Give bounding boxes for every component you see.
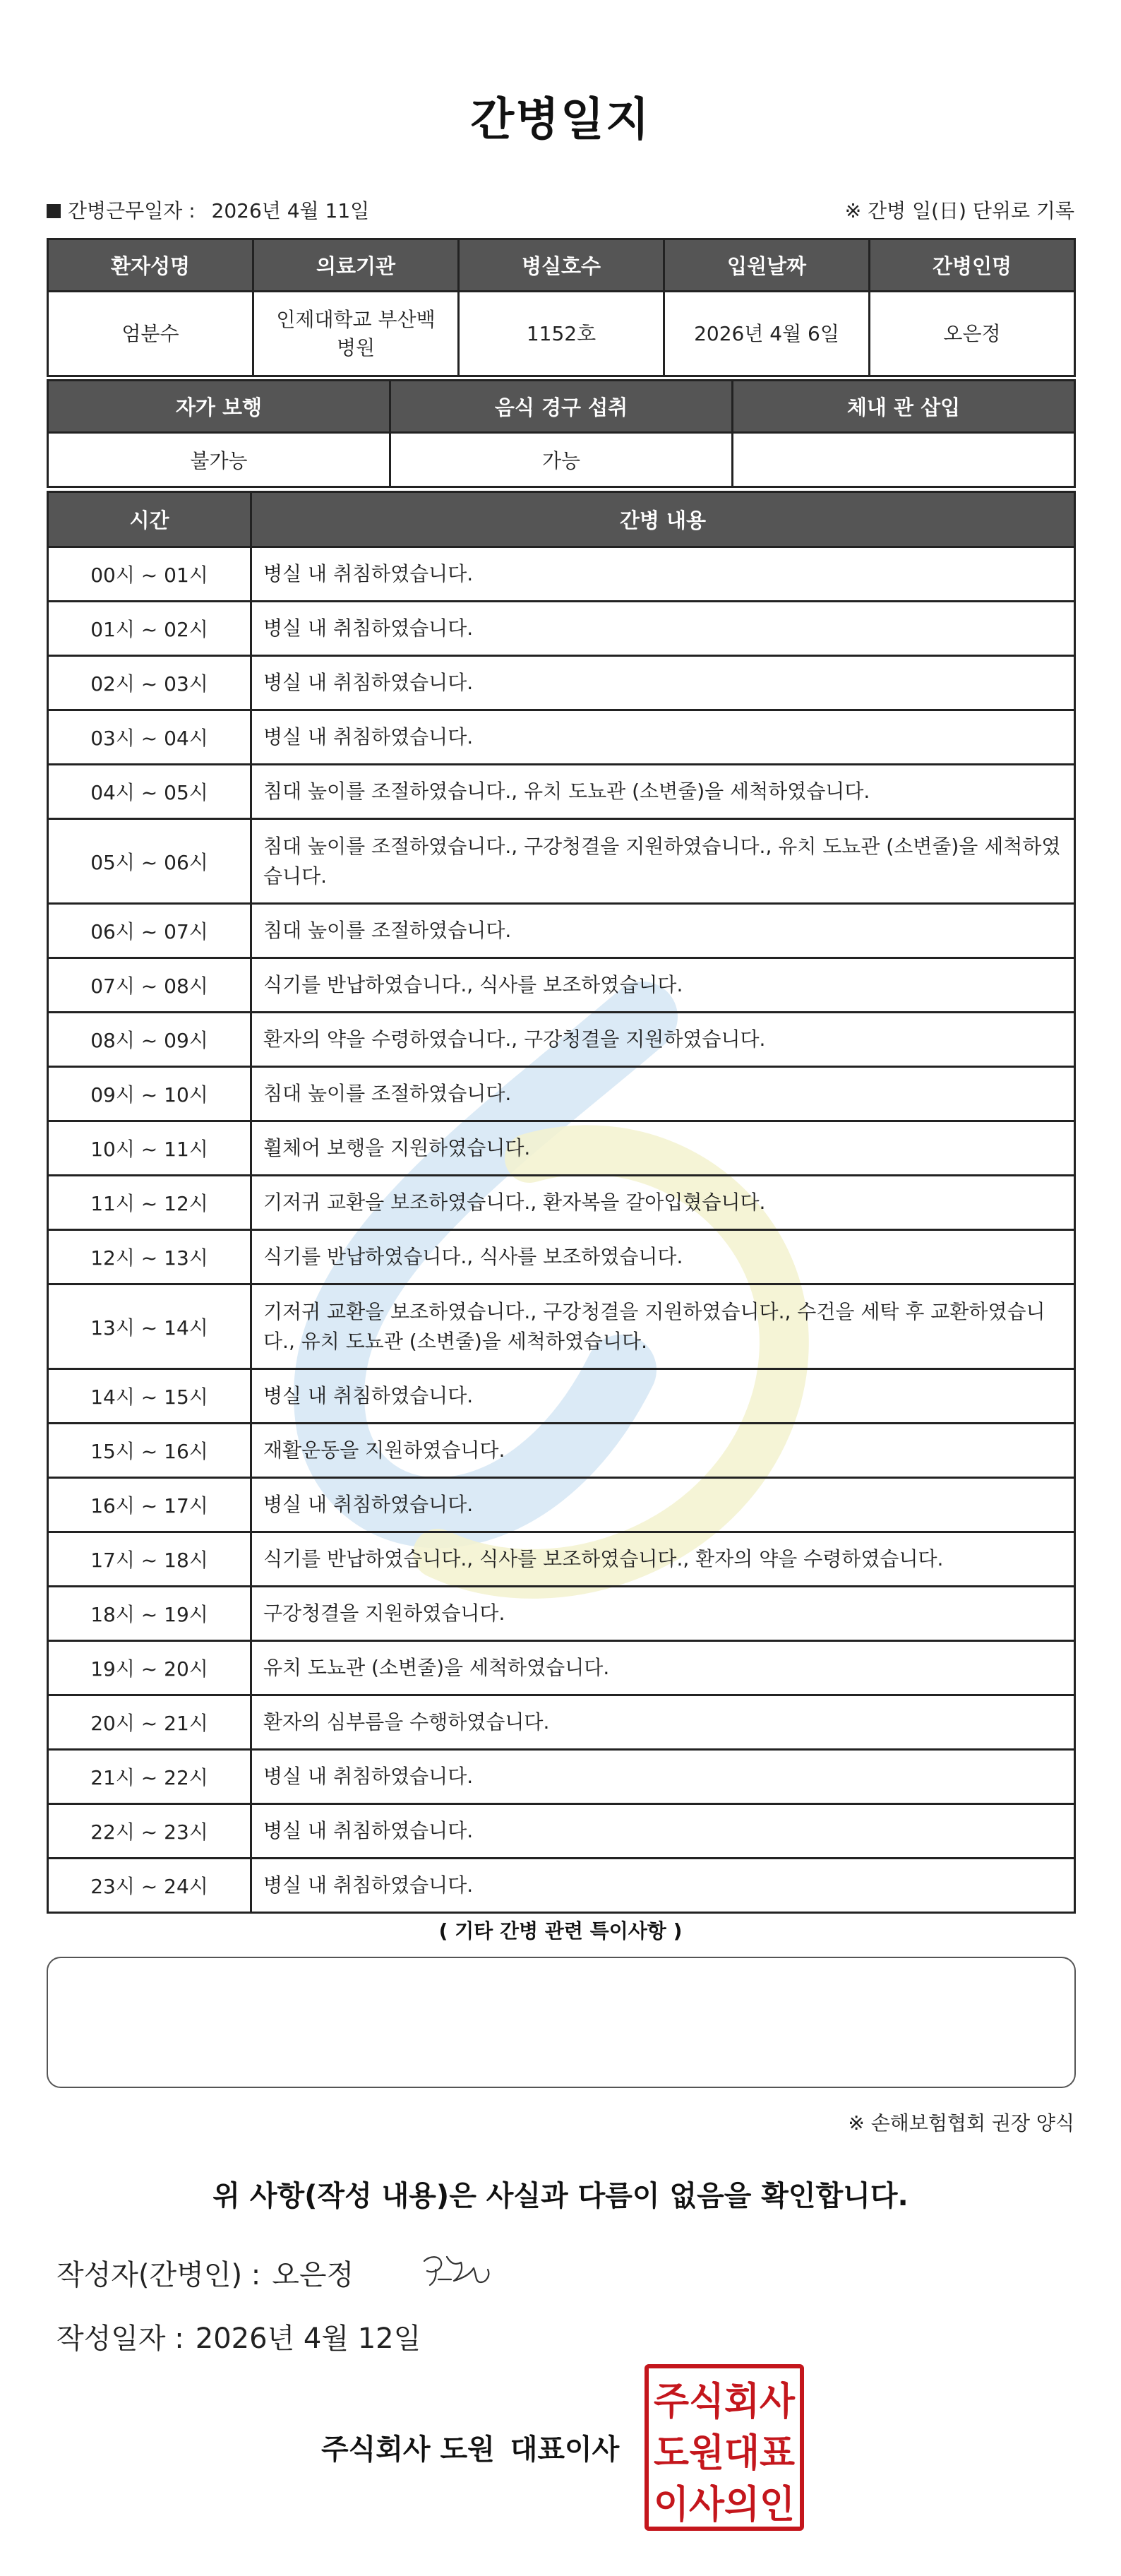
row-time: 10시 ~ 11시: [48, 1121, 251, 1176]
patient-info-table: [47, 238, 1076, 377]
row-time: 20시 ~ 21시: [48, 1695, 251, 1750]
write-date-label: 작성일자 :: [56, 2322, 184, 2355]
extra-notes-title: ( 기타 간병 관련 특이사항 ): [438, 1919, 683, 1943]
table-row: [48, 819, 1075, 904]
row-content: 구강청결을 지원하였습니다.: [251, 1587, 1075, 1641]
row-content: 환자의 심부름을 수행하였습니다.: [251, 1695, 1075, 1750]
table-row: [48, 1804, 1075, 1859]
table-row: [48, 656, 1075, 710]
row-time: 04시 ~ 05시: [48, 765, 251, 819]
table-row: [48, 1230, 1075, 1284]
row-time: 23시 ~ 24시: [48, 1859, 251, 1913]
row-content: 재활운동을 지원하였습니다.: [251, 1424, 1075, 1478]
square-bullet-icon: [47, 204, 61, 218]
representative-title: 대표이사: [510, 2433, 620, 2466]
row-time: 21시 ~ 22시: [48, 1750, 251, 1804]
header-room: 병실호수: [459, 239, 664, 292]
table-row: [48, 1641, 1075, 1695]
table-row: [48, 1587, 1075, 1641]
table-row: [48, 602, 1075, 656]
row-time: 09시 ~ 10시: [48, 1067, 251, 1121]
row-content: 환자의 약을 수령하였습니다., 구강청결을 지원하였습니다.: [251, 1013, 1075, 1067]
write-date-value: 2026년 4월 12일: [195, 2322, 421, 2355]
row-content: 식기를 반납하였습니다., 식사를 보조하였습니다.: [251, 1230, 1075, 1284]
page-title: 간병일지: [470, 94, 651, 146]
writer-label: 작성자(간병인) :: [56, 2259, 261, 2291]
table-row: [48, 958, 1075, 1013]
caregiver-name: 오은정: [870, 292, 1075, 376]
table-row: [48, 1424, 1075, 1478]
row-time: 05시 ~ 06시: [48, 819, 251, 904]
row-content: 기저귀 교환을 보조하였습니다., 환자복을 갈아입혔습니다.: [251, 1176, 1075, 1230]
work-date: [47, 196, 369, 224]
extra-notes-content: [48, 1958, 1074, 1986]
row-time: 03시 ~ 04시: [48, 710, 251, 765]
self-walking-value: 불가능: [48, 433, 390, 487]
writer-line: [56, 2253, 354, 2293]
row-content: 병실 내 취침하였습니다.: [251, 1804, 1075, 1859]
svg-text:도원대표: 도원대표: [654, 2431, 795, 2475]
header-tube-insertion: 체내 관 삽입: [733, 381, 1075, 433]
header-caregiver: 간병인명: [870, 239, 1075, 292]
row-time: 02시 ~ 03시: [48, 656, 251, 710]
admission-date: 2026년 4월 6일: [664, 292, 870, 376]
row-time: 12시 ~ 13시: [48, 1230, 251, 1284]
row-time: 17시 ~ 18시: [48, 1532, 251, 1587]
row-content: 병실 내 취침하였습니다.: [251, 710, 1075, 765]
row-content: 침대 높이를 조절하였습니다., 구강청결을 지원하였습니다., 유치 도뇨관 (소변줄)을 세척하였습니다.: [251, 819, 1075, 904]
work-date-value: 2026년 4월 11일: [211, 199, 370, 222]
header-admission-date: 입원날짜: [664, 239, 870, 292]
row-content: 식기를 반납하였습니다., 식사를 보조하였습니다.: [251, 958, 1075, 1013]
header-oral-intake: 음식 경구 섭취: [390, 381, 733, 433]
writer-name: 오은정: [272, 2259, 354, 2291]
row-time: 16시 ~ 17시: [48, 1478, 251, 1532]
signature-icon: [420, 2247, 498, 2289]
oral-intake-value: 가능: [390, 433, 733, 487]
row-content: 휠체어 보행을 지원하였습니다.: [251, 1121, 1075, 1176]
row-content: 병실 내 취침하였습니다.: [251, 1478, 1075, 1532]
row-content: 병실 내 취침하였습니다.: [251, 1369, 1075, 1424]
row-time: 14시 ~ 15시: [48, 1369, 251, 1424]
row-content: 식기를 반납하였습니다., 식사를 보조하였습니다., 환자의 약을 수령하였습니다.: [251, 1532, 1075, 1587]
care-log-table: [47, 491, 1076, 1914]
row-time: 07시 ~ 08시: [48, 958, 251, 1013]
company-name: 주식회사 도원: [321, 2433, 495, 2466]
table-row: [48, 1176, 1075, 1230]
table-row: [48, 765, 1075, 819]
header-time: 시간: [48, 492, 251, 547]
table-row: [48, 710, 1075, 765]
row-time: 15시 ~ 16시: [48, 1424, 251, 1478]
table-row: [48, 1859, 1075, 1913]
header-care-content: 간병 내용: [251, 492, 1075, 547]
write-date-line: [56, 2316, 421, 2356]
table-row: [48, 1121, 1075, 1176]
row-time: 18시 ~ 19시: [48, 1587, 251, 1641]
room-number: 1152호: [459, 292, 664, 376]
row-time: 13시 ~ 14시: [48, 1284, 251, 1369]
row-content: 병실 내 취침하였습니다.: [251, 602, 1075, 656]
row-time: 11시 ~ 12시: [48, 1176, 251, 1230]
row-time: 06시 ~ 07시: [48, 904, 251, 958]
tube-insertion-value: [733, 433, 1075, 487]
header-institution: 의료기관: [253, 239, 459, 292]
table-row: [48, 904, 1075, 958]
confirmation-statement: 위 사항(작성 내용)은 사실과 다름이 없음을 확인합니다.: [212, 2180, 909, 2212]
table-row: [48, 1369, 1075, 1424]
row-content: 유치 도뇨관 (소변줄)을 세척하였습니다.: [251, 1641, 1075, 1695]
company-line: [321, 2427, 619, 2467]
row-time: 00시 ~ 01시: [48, 547, 251, 602]
company-seal-icon: [644, 2363, 805, 2532]
row-content: 병실 내 취침하였습니다.: [251, 1859, 1075, 1913]
row-time: 08시 ~ 09시: [48, 1013, 251, 1067]
header-patient-name: 환자성명: [48, 239, 253, 292]
extra-notes-box: [47, 1957, 1076, 2088]
table-row: [48, 1067, 1075, 1121]
header-self-walking: 자가 보행: [48, 381, 390, 433]
row-content: 병실 내 취침하였습니다.: [251, 547, 1075, 602]
row-content: 침대 높이를 조절하였습니다., 유치 도뇨관 (소변줄)을 세척하였습니다.: [251, 765, 1075, 819]
table-row: [48, 1478, 1075, 1532]
svg-text:이사의인: 이사의인: [654, 2482, 795, 2527]
unit-note: ※ 간병 일(日) 단위로 기록: [844, 199, 1074, 222]
row-content: 침대 높이를 조절하였습니다.: [251, 1067, 1075, 1121]
row-time: 22시 ~ 23시: [48, 1804, 251, 1859]
table-row: [48, 1750, 1075, 1804]
row-time: 19시 ~ 20시: [48, 1641, 251, 1695]
table-row: [48, 1695, 1075, 1750]
svg-text:주식회사: 주식회사: [654, 2379, 796, 2423]
row-time: 01시 ~ 02시: [48, 602, 251, 656]
patient-name: 엄분수: [48, 292, 253, 376]
row-content: 병실 내 취침하였습니다.: [251, 1750, 1075, 1804]
association-note: ※ 손해보험협회 권장 양식: [848, 2111, 1074, 2135]
table-row: [48, 1284, 1075, 1369]
table-row: [48, 1013, 1075, 1067]
table-row: [48, 547, 1075, 602]
institution: 인제대학교 부산백병원: [253, 292, 459, 376]
table-row: [48, 1532, 1075, 1587]
row-content: 침대 높이를 조절하였습니다.: [251, 904, 1075, 958]
row-content: 기저귀 교환을 보조하였습니다., 구강청결을 지원하였습니다., 수건을 세탁 후 교환하였습니다., 유치 도뇨관 (소변줄)을 세척하였습니다.: [251, 1284, 1075, 1369]
patient-status-table: [47, 379, 1076, 488]
work-date-label: 간병근무일자 :: [68, 199, 196, 222]
row-content: 병실 내 취침하였습니다.: [251, 656, 1075, 710]
